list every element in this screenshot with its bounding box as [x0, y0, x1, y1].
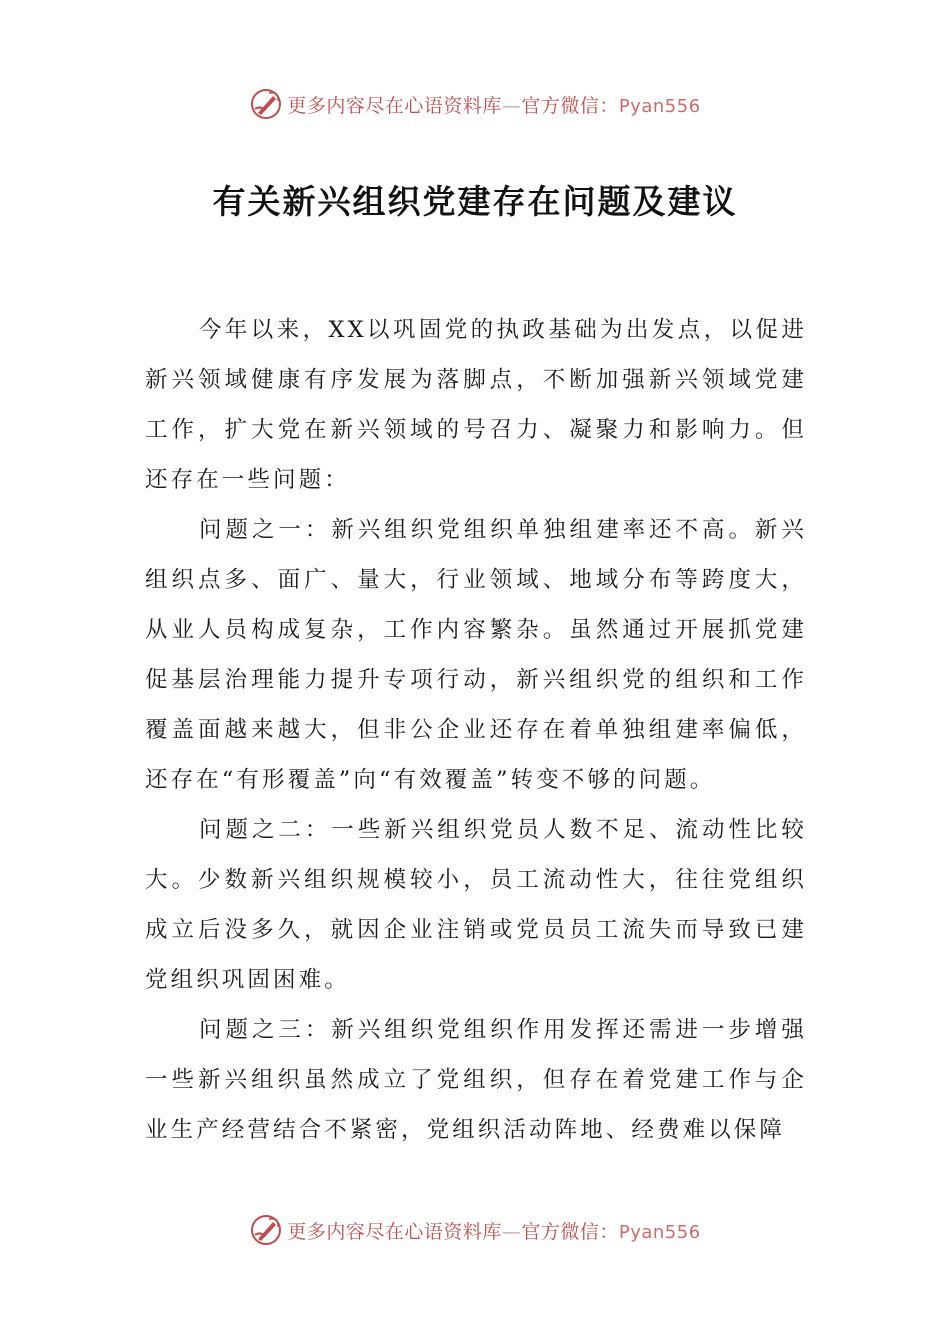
banner-separator: — — [501, 94, 522, 117]
footer-banner — [0, 1210, 950, 1250]
quill-pen-logo — [249, 87, 283, 121]
paragraph-problem-2: 问题之二：一些新兴组织党员人数不足、流动性比较大。少数新兴组织规模较小，员工流动性大，往往党组织成立后没多久，就因企业注销或党员员工流失而导致已建党组织巩固困难。 — [145, 817, 807, 993]
banner-separator: — — [501, 1220, 522, 1243]
document-title: 有关新兴组织党建存在问题及建议 — [212, 182, 738, 221]
banner-text-main: 更多内容尽在心语资料库 — [287, 94, 502, 117]
banner-text-main: 更多内容尽在心语资料库 — [287, 1220, 502, 1243]
quill-pen-logo — [249, 1213, 283, 1247]
document-body — [145, 305, 807, 1155]
banner-text-wechat: 官方微信： — [521, 94, 619, 117]
header-banner — [0, 84, 950, 124]
banner-wechat-id: Pyan556 — [618, 95, 701, 117]
banner-text-wechat: 官方微信： — [521, 1220, 619, 1243]
paragraph-problem-1: 问题之一：新兴组织党组织单独组建率还不高。新兴组织点多、面广、量大，行业领域、地域分布等跨度大，从业人员构成复杂，工作内容繁杂。虽然通过开展抓党建促基层治理能力提升专项行动，新兴组织党的组织和工作覆盖面越来越大，但非公企业还存在着单独组建率偏低，还存在“有形覆盖”向“有效覆盖”转变不够的问题。 — [145, 517, 807, 793]
paragraph-problem-3: 问题之三：新兴组织党组织作用发挥还需进一步增强一些新兴组织虽然成立了党组织，但存在着党建工作与企业生产经营结合不紧密，党组织活动阵地、经费难以保障 — [145, 1017, 807, 1143]
banner-wechat-id: Pyan556 — [618, 1221, 701, 1243]
banner-text — [287, 91, 700, 118]
banner-text — [287, 1217, 700, 1244]
paragraph-intro: 今年以来，XX以巩固党的执政基础为出发点，以促进新兴领域健康有序发展为落脚点，不断加强新兴领域党建工作，扩大党在新兴领域的号召力、凝聚力和影响力。但还存在一些问题： — [145, 317, 807, 493]
